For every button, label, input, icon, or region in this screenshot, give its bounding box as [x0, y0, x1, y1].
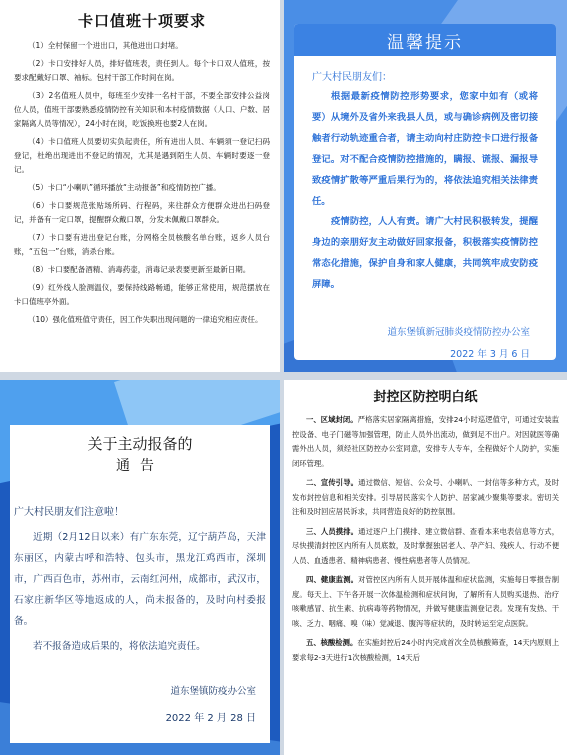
- guide-section-body: 在实施封控后24小时内完成首次全员核酸筛查，14天内原则上要求每2-3天进行1次核酸检测，14天后: [292, 638, 559, 662]
- reminder-paragraph: 根据最新疫情防控形势要求，您家中如有（或将要）从境外及省外来我县人员，或与确诊病例及密切接触者行动轨迹重合者，请主动向村庄防控卡口进行报备登记。对不配合疫情防控措施的，瞒报、谎报、漏报导致疫情扩散等严重后果行为的，将依法追究相关法律责任。: [312, 91, 538, 207]
- reminder-date: 2022 年 3 月 6 日: [450, 349, 530, 360]
- lockdown-guide-title: 封控区防控明白纸: [373, 390, 478, 405]
- report-notice-panel: [0, 380, 280, 755]
- notice-paragraph: 若不报备造成后果的，将依法追究责任。: [33, 641, 206, 652]
- duty-rule-item: （9）红外线人脸测温仪，要保持线路畅通，能够正常使用，规范摆放在卡口值班亭外面。: [14, 283, 270, 306]
- guide-section-body: 严格落实居家隔离措施，安排24小时巡逻值守，可通过安装监控设备、电子门磁等加强管理，防止人员外出流动，做到足不出户。对因就医等确需外出人员，须经社区防控办公室同意，安排专人专车，全程做好个人防护，实施闭环管理。: [292, 415, 559, 468]
- reminder-title: 温馨提示: [387, 33, 463, 53]
- warm-reminder-panel: [284, 0, 567, 372]
- notice-date: 2022 年 2 月 28 日: [165, 713, 256, 724]
- guide-section-heading: 一、区域封闭。: [306, 415, 358, 424]
- reminder-signature: 道东堡镇新冠肺炎疫情防控办公室: [387, 327, 530, 338]
- guide-section-body: 通过逐户上门摸排、建立微信群、查看本来电表信息等方式，尽快摸清封控区内所有人员底数，及时掌握独居老人、孕产妇、残疾人、行动不便人员、血透患者、精神病患者、慢性病患者等人员情况。: [292, 526, 560, 565]
- duty-rule-item: （4）卡口值班人员要切实负起责任，所有进出人员、车辆須一登记扫码登记，杜绝出现进出不登记的情况，尤其是遇到陌生人员、车辆时要逐一登记。: [14, 137, 270, 174]
- duty-rule-item: （10）强化值班值守责任，因工作失职出现问题的一律追究相应责任。: [28, 315, 263, 324]
- duty-rule-item: （1）全村保留一个进出口，其他进出口封堵。: [28, 41, 183, 50]
- guide-section: [292, 413, 559, 471]
- guide-section-body: 通过微信、短信、公众号、小喇叭、一封信等多种方式，及时发布封控信息和相关安排。引导居民落实个人防护、居家减少聚集等要求。密切关注和及时回应居民诉求，共同营造良好的防控氛围。: [292, 478, 560, 516]
- duty-rule-item: （5）卡口“小喇叭”循环播放“主动报备”和疫情防控广播。: [28, 183, 221, 192]
- duty-rule-item: （2）卡口安排好人员，排好值班表，责任到人。每个卡口双人值班，按要求配戴好口罩、袖标。包村干部工作时间在岗。: [14, 59, 270, 82]
- duty-rule-item: （8）卡口要配备酒精、消毒药壶，消毒记录表要更新至最新日期。: [28, 265, 251, 274]
- reminder-greeting: 广大村民朋友们：: [312, 72, 392, 83]
- notice-signature: 道东堡镇防疫办公室: [170, 686, 256, 697]
- guide-section-heading: 二、宣传引导。: [306, 478, 359, 487]
- notice-subtitle: 通告: [116, 458, 164, 474]
- duty-rules-panel: [0, 0, 280, 372]
- guide-section: [292, 636, 559, 665]
- duty-rule-item: （6）卡口要规范张贴场所码、行程码，来往群众方便群众进出扫码登记，并备有一定口罩，提醒群众戴口罩，分发未佩戴口罩群众。: [14, 201, 270, 224]
- guide-section-heading: 三、人员摸排。: [306, 526, 359, 536]
- notice-paragraph: 近期（2月12日以来）有广东东莞，辽宁葫芦岛，天津东丽区，内蒙古呼和浩特、包头市，黑龙江鸡西市，深圳市，广西百色市，苏州市，云南红河州，成都市，武汉市，石家庄新华区等地返成的人，尚未报备的，及时向村委报备。: [14, 532, 266, 627]
- reminder-paragraph: 疫情防控，人人有责。请广大村民积极转发，提醒身边的亲朋好友主动做好回家报备，积极落实疫情防控常态化措施，保护自身和家人健康，共同筑牢成安防疫屏障。: [312, 216, 538, 290]
- guide-section: [292, 476, 559, 520]
- notice-greeting: 广大村民朋友们注意啦！: [14, 507, 124, 518]
- duty-rule-item: （7）卡口要有进出登记台账，分网格全员核酸名单台账，返乡人员台账，“五包一”台账，消杀台账。: [14, 233, 270, 256]
- guide-section: [292, 573, 559, 631]
- duty-rule-item: （3）2名值班人员中，每班至少安排一名村干部，不要全部安排公益岗位人员，值班干部要熟悉疫情防控有关知识和本村疫情数据（人口、户数、居家隔离人员等情况），24小时在岗，吃饭换班也要2人在岗。: [14, 91, 270, 128]
- guide-section: [292, 525, 559, 569]
- notice-title: 关于主动报备的: [87, 435, 193, 453]
- notice-card: [10, 425, 270, 743]
- lockdown-guide-panel: [284, 380, 567, 755]
- guide-section-heading: 五、核酸检测。: [306, 638, 358, 647]
- reminder-card: [294, 24, 556, 360]
- duty-rules-title: 卡口值班十项要求: [77, 12, 206, 30]
- guide-section-body: 对管控区内所有人员开展体温和症状监测，实施每日零报告制度。每天上、下午各开展一次体温检测和症状问询，了解所有人员购买退热、治疗咳嗽感冒、抗生素、抗病毒等药物情况，并做写健康监测登记表。发现有发热、干咳、乏力、咽痛、嗅（味）觉减退、腹泻等症状的，及时转运至定点医院。: [292, 575, 560, 628]
- guide-section-heading: 四、健康监测。: [306, 575, 359, 584]
